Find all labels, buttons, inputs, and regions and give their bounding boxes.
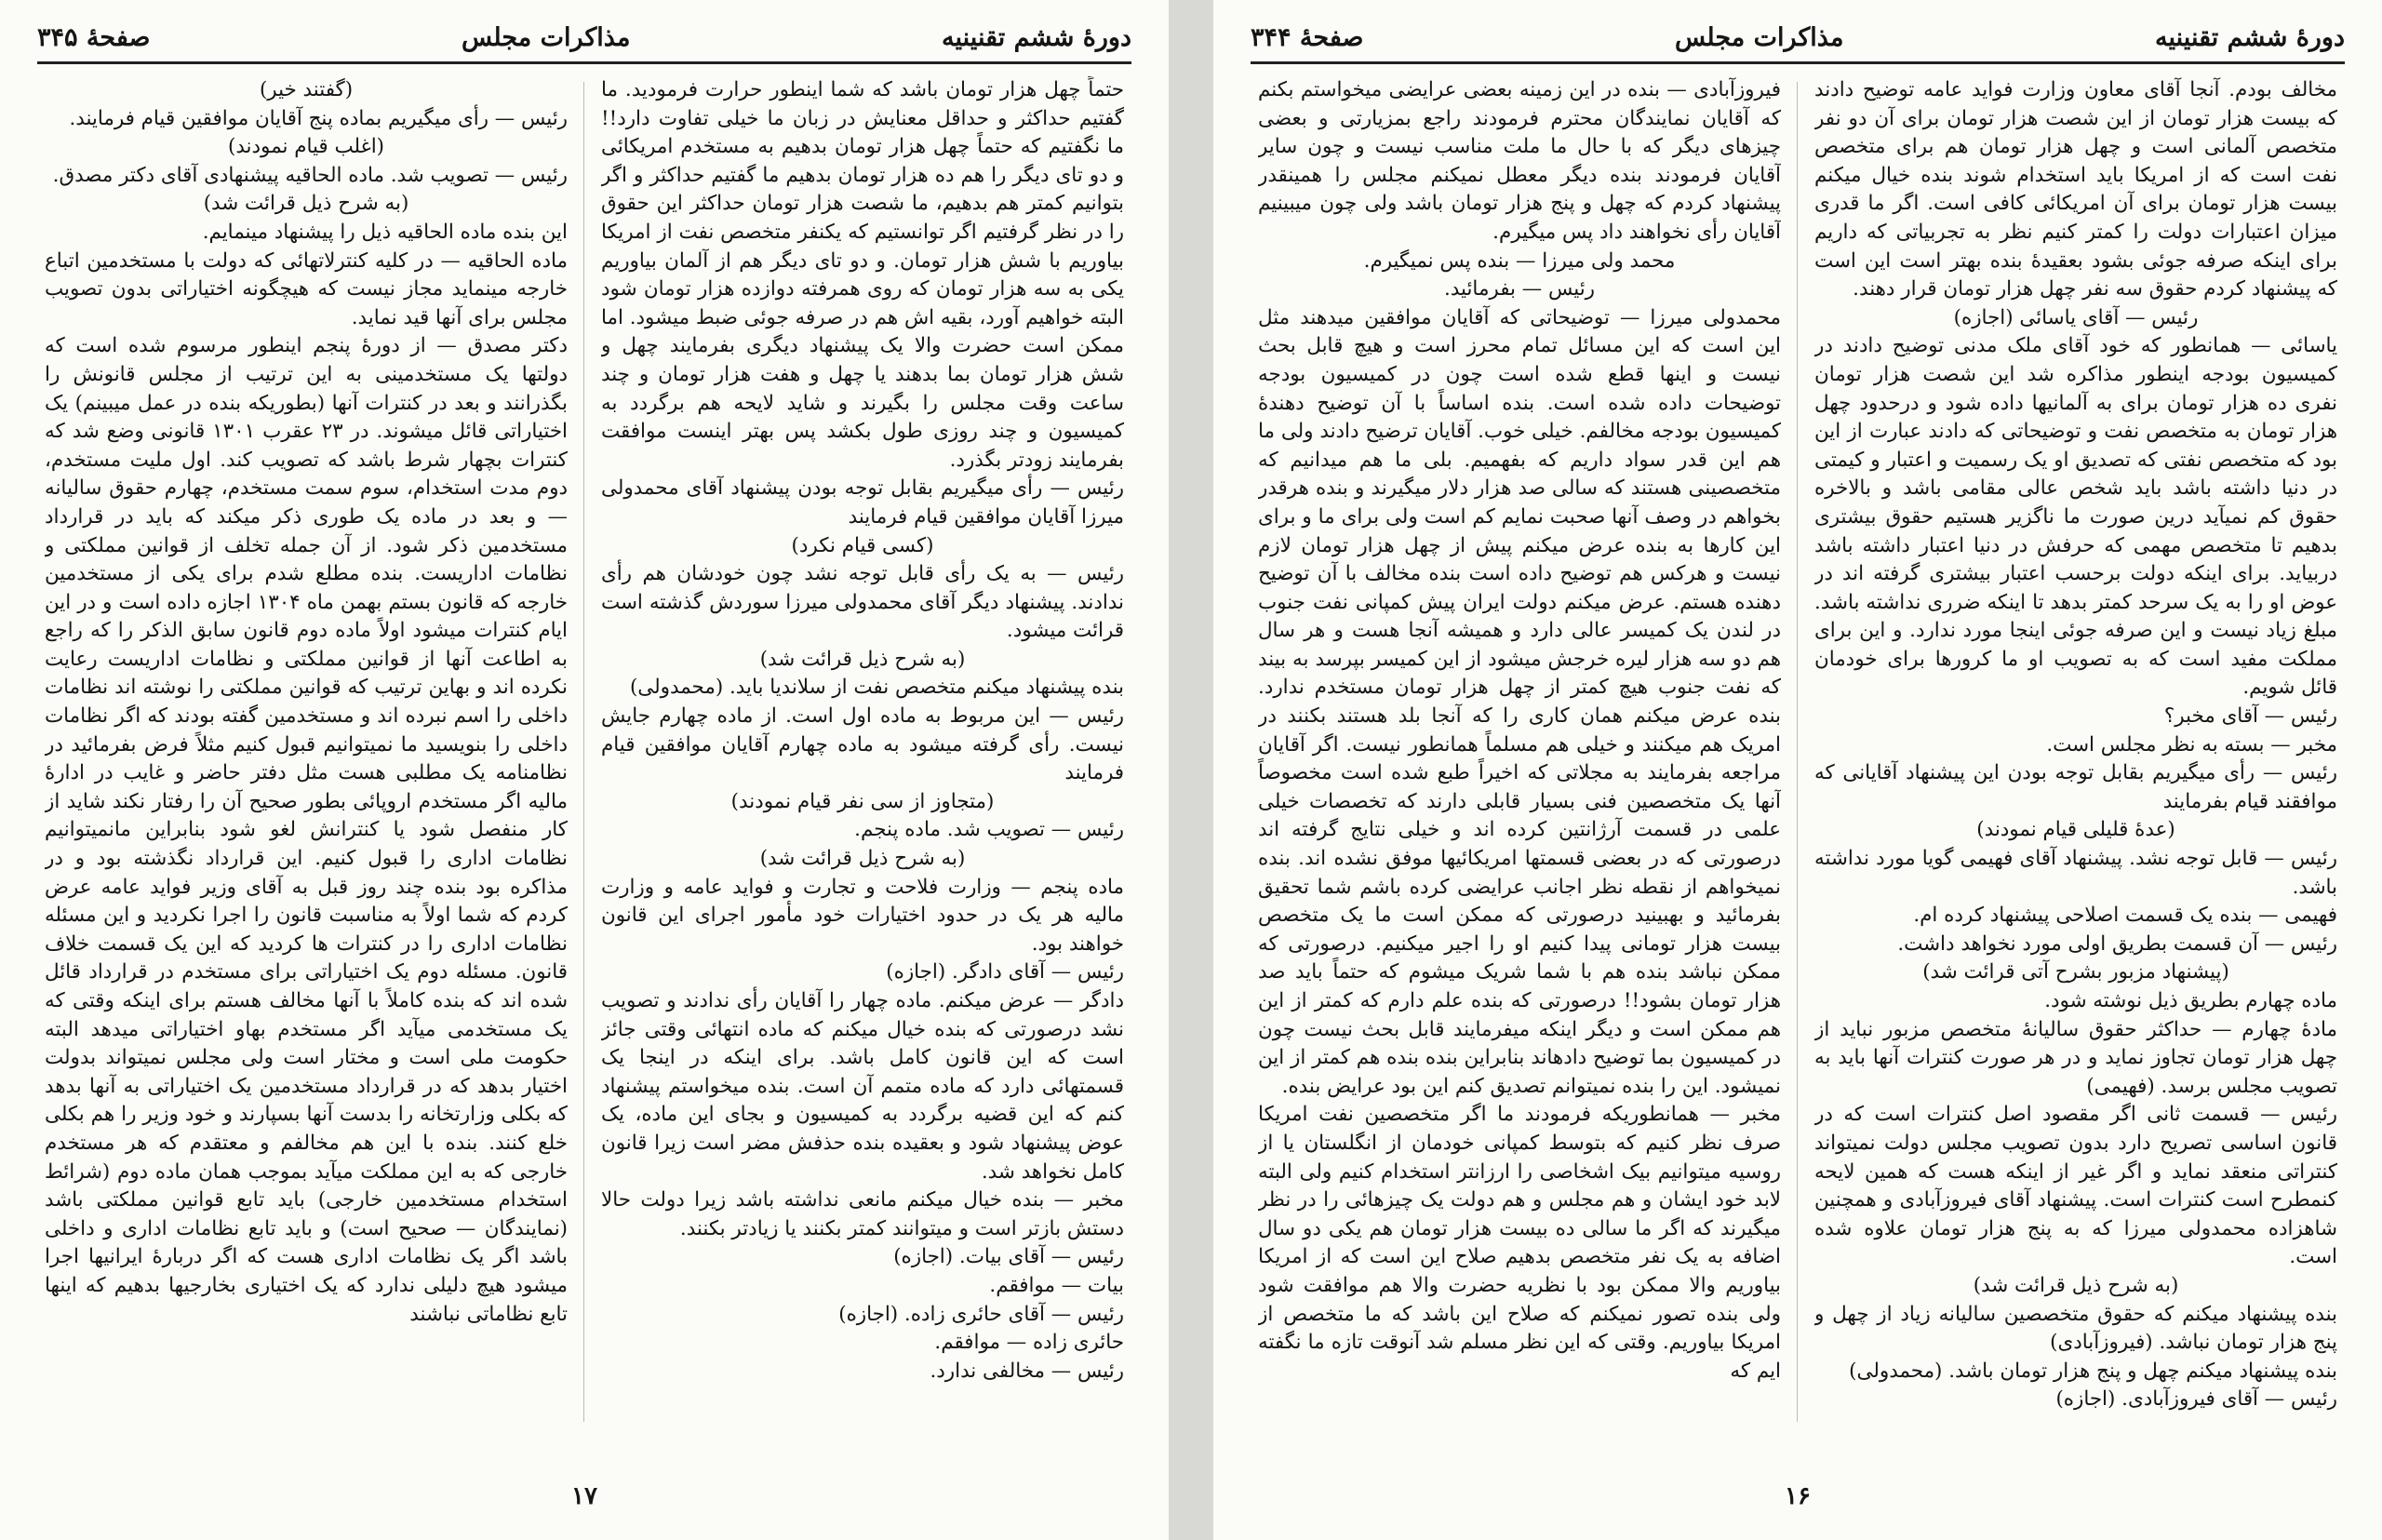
paragraph: (عدۀ قلیلی قیام نمودند)	[1976, 818, 2175, 842]
paragraph: محمد ولی میرزا — بنده پس نمیگیرم.	[1363, 248, 1676, 273]
paragraph: بنده پیشنهاد میکنم که حقوق متخصصین سالیانه زیاد از چهل و پنج هزار تومان نباشد. (فیروزآبادی)	[1814, 1302, 2337, 1355]
paragraph: (به شرح ذیل قرائت شد)	[203, 192, 409, 216]
paragraph: حتماً چهل هزار تومان باشد که شما اینطور حرارت فرمودید. ما گفتیم حداکثر و حداقل معنایش در زبان ما خیلی تفاوت دارد!! ما نگفتیم که حتماً چهل هزار تومان بدهیم به مستخدم امریکائی و دو تای دیگر را هم ده هزار تومان بدهیم ما گفتیم حداکثر و اگر بتوانیم کمتر هم بدهیم، ما شصت هزار تومان حداکثر این حقوق را در نظر گرفتیم اگر توانستیم که یکنفر متخصص نفت از امریکا بیاوریم با شش هزار تومان. و دو تای دیگر هم از آلمان بیاوریم یکی به سه هزار تومان که روی همرفته دوازده هزار تومان شود البته خواهیم آورد، بقیه اش هم در صرفه جوئی ضبط میشود. اما ممکن است حضرت والا یک پیشنهاد دیگری بفرمایند چهل و شش هزار تومان بما بدهند یا چهل و هفت هزار تومان و چند ساعت وقت مجلس را بگیرند و شاید لایحه هم برگردد به کمیسیون و چند روزی طول بکشد پس بهتر اینست موافقت بفرمایند زودتر بگذرد.	[601, 78, 1124, 472]
column-left	[45, 76, 568, 1430]
columns	[45, 76, 1124, 1430]
columns	[1258, 76, 2337, 1430]
paragraph: دکتر مصدق — از دورۀ پنجم اینطور مرسوم شده است که دولتها یک مستخدمینی به این ترتیب از مجلس قانونش را بگذرانند و بعد در کنترات آنها (بطوریکه بنده در عمل میبینم) یک اختیاراتی قائل میشوند. در ۲۳ عقرب ۱۳۰۱ قانونی وضع شد که کنترات بچهار شرط باشد که تصویب کند. اول ملیت مستخدم، دوم مدت استخدام، سوم سمت مستخدم، چهارم حقوق سالیانه — و بعد در ماده یک طوری ذکر میکند که باید در قرارداد مستخدمین ذکر شود. از آن جمله تخلف از قوانین مملکتی و نظامات اداریست. بنده مطلع شدم برای یکی از مستخدمین خارجه که قانون بستم بهمن ماه ۱۳۰۴ اجازه داده است و در این ایام کنترات میشود اولاً ماده دوم قانون سابق الذکر را که راجع به اطاعت آنها از قوانین مملکتی و نظامات اداریست رعایت نکرده اند و بهاین ترتیب که قوانین مملکتی را نوشته اند نظامات داخلی را اسم نبرده اند و مستخدمین گفته بودند که اگر نظامات داخلی را بنویسید ما نمیتوانیم قبول کنیم مثلاً فرض بفرمائید در نظامنامه یک مطلبی هست مثل دفتر حاضر و غایب در ادارۀ مالیه اگر مستخدم اروپائی بطور صحیح آن را رفتار نکند شاید از کار منفصل شود یا کنترانش لغو شود بنابراین مانمیتوانیم نظامات اداری را قبول کنیم. این قرارداد نگذشته بود و در مذاکره بود بنده چند روز قبل به آقای وزیر فواید عامه عرض کردم که شما اولاً به مناسبت قانون را اجرا نکردید و این مسئله نظامات اداری را در کنترات ها کردید که این یک قسمت خلاف قانون. مسئله دوم یک اختیاراتی برای مستخدم در قرارداد قائل شده اند که بنده کاملاً با آنها مخالف هستم برای اینکه وقتی که یک مستخدمی میآید اگر مستخدم بهاو اختیاراتی میدهد البته حکومت ملی است و مختار است ولی مجلس نمیتواند بدولت اختیار بدهد که در قرارداد مستخدمین یک اختیاراتی به آنها بدهد که بکلی وزارتخانه را بدست آنها بسپارند و خود وزیر را هم بکلی خلع کنند. بنده با این هم مخالفم و معتقدم که هر مستخدم خارجی که به این مملکت میآید بموجب همان ماده دوم (شرائط استخدام مستخدمین خارجی) باید تابع قوانین مملکتی باشد (نمایندگان — صحیح است) و باید تابع نظامات اداری و داخلی باشد اگر یک نظامات اداری هست که اگر دربارۀ ایرانیها اجرا میشود هیچ دلیلی ندارد که یک اختیاری بخارجیها بدهیم که اینها تابع نظاماتی نباشند	[45, 334, 568, 1326]
paragraph: رئیس — آقای حائری زاده. (اجازه)	[838, 1302, 1124, 1326]
header-page-number: صفحۀ ۳۴۵	[37, 22, 151, 52]
paragraph: ماده پنجم — وزارت فلاحت و تجارت و فواید عامه و وزارت مالیه هر یک در حدود اختیارات خود مأمور اجرای این قانون خواهند بود.	[601, 875, 1124, 956]
paragraph: بنده پیشنهاد میکنم چهل و پنج هزار تومان باشد. (محمدولی)	[1849, 1359, 2337, 1383]
paragraph: مخبر — همانطوریکه فرمودند ما اگر متخصصین نفت امریکا صرف نظر کنیم که بتوسط کمپانی خودمان از انگلستان یا از روسیه میتوانیم بیک اشخاصی را ارزانتر استخدام کنیم ولی البته لابد خود ایشان و هم مجلس و هم دولت یک چیزهائی را در نظر میگیرند که اگر ما سالی ده بیست هزار تومان هم یکی دو سال اضافه به یک نفر متخصص بدهیم صلاح این است که از امریکا بیاوریم والا ممکن بود با نظریه حضرت والا هم موافقت شود ولی بنده تصور نمیکنم که صلاح این باشد که ما متخصص از امریکا بیاوریم. وقتی که این نظر مسلم شد آنوقت تازه ما نگفته ایم که	[1258, 1103, 1781, 1383]
paragraph: فیروزآبادی — بنده در این زمینه بعضی عرایضی میخواستم بکنم که آقایان نمایندگان محترم فرمودند راجع بمزیارتی و بعضی چیزهای دیگر که با حال ما ملت مناسب نیست و چون سایر آقایان فرمودند بنده دیگر معطل نمیکنم مجلس را همینقدر پیشنهاد کردم که چهل و پنج هزار تومان باشد ولی چون میبینیم آقایان رأی نخواهند داد پس میگیرم.	[1258, 78, 1781, 244]
paragraph: رئیس — به یک رأی قابل توجه نشد چون خودشان هم رأی ندادند. پیشنهاد دیگر آقای محمدولی میرزا سوردش گذشته است قرائت میشود.	[601, 562, 1124, 643]
paragraph: رئیس — قابل توجه نشد. پیشنهاد آقای فهیمی گویا مورد نداشته باشد.	[1814, 847, 2337, 899]
paragraph: محمدولی میرزا — توضیحاتی که آقایان موافقین میدهند مثل این است که این مسائل تمام محرز است و هیچ قابل بحث نیست و اینها قطع شده است چون در کمیسیون بودجه توضیحات داده شده است. بنده اساساً با آن توضیح دهندۀ کمیسیون بودجه مخالفم. خیلی خوب. آقایان ترضیح دادند ولی ما هم این قدر سواد داریم که بفهمیم. بلی ما هم میدانیم که متخصصینی هستند که سالی صد هزار دلار میگیرند و بنده هرقدر بخواهم در وصف آنها صحبت نمایم کم است ولی برای ما و برای این کارها به بنده عرض میکنم پیش از چهل هزار تومان لازم نیست و هرکس هم توضیح داده است بنده مخالف با آن توضیح دهنده هستم. عرض میکنم دولت ایران پیش کمپانی نفت جنوب در لندن یک کمیسر عالی دارد و همیشه آنجا هست و هر سال هم دو سه هزار لیره خرجش میشود از این کمیسر بپرسد به بیند که نفت جنوب هیچ کمتر از چهل هزار تومان مستخدم ندارد. بنده عرض میکنم همان کاری را که آنجا بلد هستند بکنند در امریک هم میکنند و خیلی هم مسلماً همانطور نیست. اگر آقایان مراجعه بفرمایند به مجلاتی که اخیراً طبع شده است مخصوصاً آنها یک متخصصین فنی بسیار قابلی دارند که تخصصات خیلی علمی در قسمت آرژانتین کرده اند و خیلی نتایج گرفته اند درصورتی که در بعضی قسمتها امریکائیها موفق نشده اند. بنده نمیخواهم از نقطه نظر اجانب عرایضی کرده باشم شما تحقیق بفرمائید و بهبینید درصورتی که ممکن است ما یک متخصص بیست هزار تومانی پیدا کنیم او را اجیر میکنیم. درصورتی که ممکن نباشد بنده هم با شما شریک میشوم که حتماً باید صد هزار تومان بشود!! درصورتی که بنده علم دارم که کمتر از این هم ممکن است و دیگر اینکه میفرمایند قابل بحث نیست چون در کمیسیون بما توضیح دادهاند بنابراین بنده بنده هم کمتر از این نمیشود. این را بنده نمیتوانم تصدیق کنم این بود عرایض بنده.	[1258, 305, 1781, 1098]
folio: ۱۷	[571, 1482, 597, 1510]
paragraph: رئیس — آقای مخبر؟	[2163, 704, 2337, 729]
paragraph: حائری زاده — موافقم.	[934, 1331, 1124, 1355]
page-right	[1213, 0, 2382, 1540]
paragraph: (گفتند خیر)	[259, 78, 354, 101]
header-rule	[37, 61, 1131, 64]
paragraph: (کسی قیام نکرد)	[791, 533, 934, 557]
paragraph: (متجاوز از سی نفر قیام نمودند)	[730, 789, 995, 813]
paragraph: (به شرح ذیل قرائت شد)	[1973, 1273, 2179, 1297]
paragraph: این بنده ماده الحاقیه ذیل را پیشنهاد مینمایم.	[202, 220, 568, 244]
paragraph: (اغلب قیام نمودند)	[227, 135, 385, 159]
paragraph: رئیس — این مربوط به ماده اول است. از ماده چهارم جایش نیست. رأی گرفته میشود به ماده چهارم آقایان موافقین قیام فرمایند	[601, 704, 1124, 785]
header-title: مذاکرات مجلس	[1674, 22, 1844, 52]
column-right	[601, 76, 1124, 1430]
page-left	[0, 0, 1169, 1540]
paragraph: رئیس — آقای دادگر. (اجازه)	[886, 960, 1124, 984]
paragraph: یاسائی — همانطور که خود آقای ملک مدنی توضیح دادند در کمیسیون بودجه اینطور مذاکره شد این شصت هزار تومان نفری ده هزار تومان برای به آلمانیها داده شود و درحدود چهل هزار تومان به متخصص نفت و توضیحاتی که دادند عبارت از این بود که متخصص نفتی که تصدیق او یک رسمیت و اعتبار و کیمتی در دنیا داشته باشد باید شخص عالی مقامی باشد و بالاخره حقوق کم نمیآید درین صورت ما ناگزیر هستیم حقوق بیشتری بدهیم تا متخصص مهمی که حرفش در دنیا اعتبار داشته باشد دربیاید. برای اینکه دولت برحسب اعتبار بیشتری گرفته اند در عوض او را به یک سرحد کمتر بدهد تا اینکه ضرری نداشته باشد. مبلغ زیاد نیست و این صرفه جوئی اینجا مورد ندارد. و این برای مملکت مفید است که به تصویب او ما کرورها برای خودمان قائل شویم.	[1814, 334, 2337, 700]
column-right	[1814, 76, 2337, 1430]
paragraph: رئیس — آقای بیات. (اجازه)	[893, 1245, 1124, 1269]
paragraph: رئیس — رأی میگیریم بقابل توجه بودن پیشنهاد آقای محمدولی میرزا آقایان موافقین قیام فرمایند	[601, 476, 1124, 529]
paragraph: ماده الحاقیه — در کلیه کنترلاتهائی که دولت با مستخدمین اتباع خارجه مینماید مجاز نیست که هیچگونه اختیاراتی بدون تصویب مجلس برای آنها قید نماید.	[45, 248, 568, 329]
header-title: مذاکرات مجلس	[461, 22, 631, 52]
paragraph: ماده چهارم بطریق ذیل نوشته شود.	[2044, 989, 2337, 1012]
header-page-number: صفحۀ ۳۴۴	[1251, 22, 1364, 52]
folio: ۱۶	[1785, 1482, 1811, 1510]
header-session: دورۀ ششم تقنینیه	[2155, 22, 2345, 52]
header-rule	[1251, 61, 2345, 64]
paragraph: رئیس — آقای یاسائی (اجازه)	[1953, 305, 2199, 329]
paragraph: (پیشنهاد مزبور بشرح آتی قرائت شد)	[1922, 960, 2229, 984]
paragraph: مخبر — بسته به نظر مجلس است.	[2046, 732, 2337, 757]
paragraph: رئیس — قسمت ثانی اگر مقصود اصل کنترات است که در قانون اساسی تصریح دارد بدون تصویب مجلس دولت نمیتواند کنتراتی منعقد نماید و اگر غیر از اینکه هست که همین لایحه کنمطرح است کنترات است. پیشنهاد آقای فیروزآبادی و همچنین شاهزاده محمدولی میرزا که به پنج هزار تومان علاوه شده است.	[1814, 1103, 2337, 1269]
paragraph: فهیمی — بنده یک قسمت اصلاحی پیشنهاد کرده ام.	[1913, 904, 2337, 928]
paragraph: رئیس — رأی میگیریم بماده پنج آقایان موافقین قیام فرمایند.	[69, 106, 568, 130]
page-header	[1251, 17, 2345, 58]
header-session: دورۀ ششم تقنینیه	[942, 22, 1131, 52]
column-left	[1258, 76, 1781, 1430]
paragraph: رئیس — بفرمائید.	[1444, 277, 1595, 301]
paragraph: مخالف بودم. آنجا آقای معاون وزارت فواید عامه توضیح دادند که بیست هزار تومان از این شصت هزار تومان برای آن دو نفر متخصص آلمانی است و چهل هزار تومان هم برای متخصص نفت است که از امریکا باید استخدام شوند بنده خیال میکنم بیست هزار تومان برای آن امریکائی کافی است. اگر ما قدری میزان اعتبارات دولت را کمتر کنیم نظر به تجربیاتی که داریم برای اینکه صرفه جوئی بشود بعقیدۀ بنده بهتر است این است که پیشنهاد کردم حقوق سه نفر چهل هزار تومان قرار دهند.	[1814, 78, 2337, 301]
paragraph: مادۀ چهارم — حداکثر حقوق سالیانۀ متخصص مزبور نباید از چهل هزار تومان تجاوز نماید و در هر صورت کنترات آنها باید به تصویب مجلس برسد. (فهیمی)	[1814, 1017, 2337, 1098]
book-gutter	[1169, 0, 1213, 1540]
paragraph: رئیس — آقای فیروزآبادی. (اجازه)	[2055, 1387, 2337, 1412]
paragraph: بنده پیشنهاد میکنم متخصص نفت از سلاندیا باید. (محمدولی)	[629, 676, 1124, 700]
paragraph: (به شرح ذیل قرائت شد)	[759, 847, 966, 871]
paragraph: (به شرح ذیل قرائت شد)	[759, 647, 966, 671]
paragraph: رئیس — تصویب شد. ماده پنجم.	[854, 818, 1124, 842]
page-header	[37, 17, 1131, 58]
paragraph: رئیس — رأی میگیریم بقابل توجه بودن این پیشنهاد آقایانی که موافقند قیام بفرمایند	[1814, 761, 2337, 813]
paragraph: رئیس — مخالفی ندارد.	[930, 1359, 1124, 1383]
paragraph: رئیس — تصویب شد. ماده الحاقیه پیشنهادی آقای دکتر مصدق.	[52, 163, 568, 187]
paragraph: دادگر — عرض میکنم. ماده چهار را آقایان رأی ندادند و تصویب نشد درصورتی که بنده خیال میکنم که ماده انتهائی وقتی جائز است که این قانون کامل باشد. برای اینکه در اینجا یک قسمتهائی دارد که ماده متمم آن است. بنده میخواستم پیشنهاد کنم که این قضیه برگردد به کمیسیون و بجای این ماده، یک عوض پیشنهاد شود و بعقیده بنده حذفش مضر است زیرا قانون کامل نخواهد شد.	[601, 989, 1124, 1184]
paragraph: رئیس — آن قسمت بطریق اولی مورد نخواهد داشت.	[1897, 931, 2337, 956]
paragraph: مخبر — بنده خیال میکنم مانعی نداشته باشد زیرا دولت حالا دستش بازتر است و میتوانند کمتر بکنند یا زیادتر بکنند.	[601, 1188, 1124, 1240]
paragraph: بیات — موافقم.	[989, 1273, 1124, 1297]
